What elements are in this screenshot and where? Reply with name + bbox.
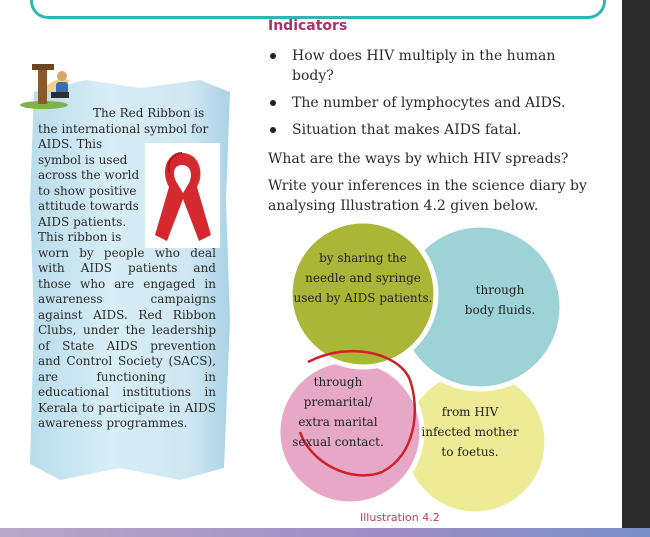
label-line: sexual contact.: [292, 435, 384, 449]
label-line: needle and syringe: [305, 271, 421, 285]
sidebar-line: the international symbol for: [38, 121, 209, 136]
label-mother: [415, 402, 525, 462]
question-text: What are the ways by which HIV spreads?: [268, 151, 569, 167]
bottom-bar: [0, 528, 650, 537]
label-line: used by AIDS patients.: [293, 291, 433, 305]
hiv-spread-diagram: [270, 222, 560, 522]
list-item: [268, 46, 578, 86]
label-line: body fluids.: [464, 303, 536, 317]
list-item-text: The number of lymphocytes and AIDS.: [292, 95, 566, 111]
label-line: to foetus.: [441, 445, 499, 459]
label-line: extra marital: [298, 415, 378, 429]
sidebar-line: This ribbon is: [38, 230, 122, 244]
list-item: [268, 93, 578, 113]
label-sexual: [278, 372, 398, 452]
sidebar-line: across the world: [38, 168, 140, 182]
instruction-text: Write your inferences in the science diary by analysing Illustration 4.2 given below.: [268, 178, 587, 214]
label-line: premarital/: [303, 395, 373, 409]
list-item-text: How does HIV multiply in the human body?: [292, 48, 556, 84]
tree-reading-icon: [18, 58, 78, 110]
top-frame-box: [30, 0, 606, 19]
sidebar-line: symbol is used: [38, 152, 128, 167]
label-line: through: [475, 283, 525, 297]
indicators-heading: Indicators: [268, 18, 348, 34]
sidebar-line: attitude towards: [38, 199, 139, 213]
bullet-icon: [270, 127, 276, 133]
label-line: through: [313, 375, 363, 389]
red-ribbon-text: [38, 106, 216, 432]
sidebar-line: The Red Ribbon is: [93, 106, 205, 120]
sidebar-line: AIDS patients.: [38, 214, 127, 229]
bullet-icon: [270, 53, 276, 59]
list-item-text: Situation that makes AIDS fatal.: [292, 122, 522, 138]
label-line: from HIV: [441, 405, 499, 419]
list-item: [268, 120, 578, 140]
screen-edge: [622, 0, 650, 537]
label-fluids: [445, 280, 555, 320]
illustration-caption: Illustration 4.2: [360, 511, 440, 524]
sidebar-line: to show positive: [38, 183, 137, 198]
label-line: infected mother: [421, 425, 519, 439]
indicators-list: [268, 46, 578, 147]
sidebar-line: AIDS. This: [38, 137, 103, 151]
bullet-icon: [270, 100, 276, 106]
label-line: by sharing the: [319, 251, 407, 265]
label-needle: [278, 248, 448, 308]
sidebar-body: worn by people who deal with AIDS patients and those who are engaged in awareness campaigns against AIDS. Red Ribbon Clubs, under the leadership of State AIDS prevention and Control Society (SACS), are functioning in educational institutions in Kerala to participate in AIDS awareness programmes.: [38, 245, 216, 430]
